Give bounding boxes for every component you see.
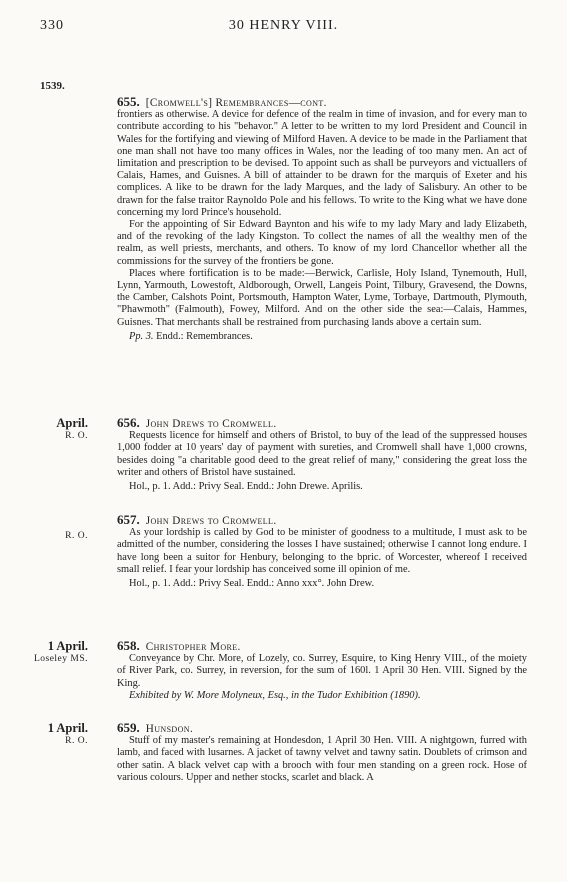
margin-note-657 [18,530,88,543]
page-number: 330 [40,18,64,33]
reign-heading: 30 HENRY VIII. [228,18,339,33]
entry-heading [117,640,527,653]
entry-paragraph: Places where fortification is to be made:—Berwick, Carlisle, Holy Island, Tynemouth, Hull, Lynn, Yarmouth, Lowestoft, Aldborough, Orwell, Langeis Point, Tilbury, Gravesend, the Downs, the Camber, Calshots Point, Portsmouth, Hampton Water, Lyme, Torbaye, Dartmouth, Plymouth, "Phawmoth" (Falmouth), Fowey, Milford. And on the other side the sea:—Calais, Hammes, Guisnes. That merchants shall be restrained from purchasing lands above a certain sum. [117,267,527,328]
entry-title: John Drews to Cromwell. [145,515,277,527]
margin-source: Loseley MS. [33,654,88,664]
margin-note-656 [18,417,88,443]
entry-heading [117,96,527,109]
entry-658 [117,640,527,702]
entry-paragraph: frontiers as otherwise. A device for defence of the realm in time of invasion, and for every man to contribute according to his "behavor." A letter to be written to my lord President and Council in Wales for the fortifying and viewing of Milford Haven. A device to be made in the Parliament that one man shall not have too many offices in Wales, nor the leading of too many men. An act of limitation and prescription to be devised. To appoint such as shall be purveyors and victuallers of Calais, Hames, and Guisnes. A bill of attainder to be drawn for the marquis of Exeter and his complices. A like to be drawn for the lady Marques, and the lady of Salisbury. An other to be drawn for the false traitor Raynoldo Pole and his fellows. To write to the King what we have done concerning my lord Prince's household. [117,109,527,218]
endorsement-pages: Pp. 3. [129,330,154,342]
margin-date: 1 April. [47,721,88,735]
entry-number: 657. [117,512,140,527]
exhibited-text: Exhibited by W. More Molyneux, Esq., in the Tudor Exhibition (1890). [129,689,421,701]
margin-date: 1 April. [47,639,88,653]
endorsement-text: Endd.: Remembrances. [156,330,253,342]
year-marker: 1539. [40,80,65,92]
entry-656 [117,417,527,493]
margin-source: R. O. [65,736,88,746]
entry-heading [117,417,527,430]
entry-number: 658. [117,638,140,653]
entry-657 [117,514,527,590]
entry-paragraph: As your lordship is called by God to be minister of goodness to a multitude, I must ask to be admitted of the number, considering the losses I have sustained; otherwise I cannot long endure. I have long been a suitor for Henbury, belonging to the bpric. of Worcester, whereof I received small relief. I fear your lordship has conceived some ill opinion of me. [117,527,527,575]
entry-title: John Drews to Cromwell. [145,418,277,430]
margin-note-659 [18,722,88,748]
entry-title: Christopher More. [145,641,241,653]
entry-title: Hunsdon. [145,723,194,735]
entry-exhibited-note [117,690,527,702]
entry-number: 655. [117,94,140,109]
entry-endorsement [117,331,527,343]
entry-655 [117,96,527,343]
entry-heading [117,514,527,527]
margin-source: R. O. [65,431,88,441]
entry-paragraph: Requests licence for himself and others of Bristol, to buy of the lead of the suppressed houses 1,000 fodder at 10 years' day of payment with sureties, and Cromwell shall have 1,000 crowns, besides doing "a charitable good deed to the great relief of many," considering the great loss the writer and others of Bristol have sustained. [117,430,527,478]
entry-paragraph: Conveyance by Chr. More, of Lozely, co. Surrey, Esquire, to King Henry VIII., of the moiety of River Park, co. Surrey, in reversion, for the sum of 160l. 1 April 30 Hen. VIII. Signed by the King. [117,653,527,689]
entry-endorsement: Hol., p. 1. Add.: Privy Seal. Endd.: Anno xxx°. John Drew. [129,578,375,590]
entry-endorsement: Hol., p. 1. Add.: Privy Seal. Endd.: John Drewe. Aprilis. [129,481,363,493]
entry-paragraph: Stuff of my master's remaining at Hondesdon, 1 April 30 Hen. VIII. A nightgown, furred with lamb, and faced with lusarnes. A jacket of tawny velvet and tawny satin. Doublets of crimson and other satin. A black velvet cap with a brooch with four men standing on a green rock. Hose of various colours. Upper and nether stocks, scarlet and black. A [117,735,527,783]
entry-659 [117,722,527,784]
margin-note-658 [18,640,88,666]
margin-source: R. O. [65,531,88,541]
entry-number: 656. [117,415,140,430]
entry-title: [Cromwell's] Remembrances—cont. [145,97,327,109]
entry-number: 659. [117,720,140,735]
entry-heading [117,722,527,735]
entry-paragraph: For the appointing of Sir Edward Baynton and his wife to my lady Mary and lady Elizabeth, and of the revoking of the lady Kingston. To collect the names of all the wealthy men of the realm, as well priests, merchants, and others. To know of my lord Chancellor whether all the commissions for the survey of the frontiers be gone. [117,219,527,267]
margin-date: April. [56,416,88,430]
